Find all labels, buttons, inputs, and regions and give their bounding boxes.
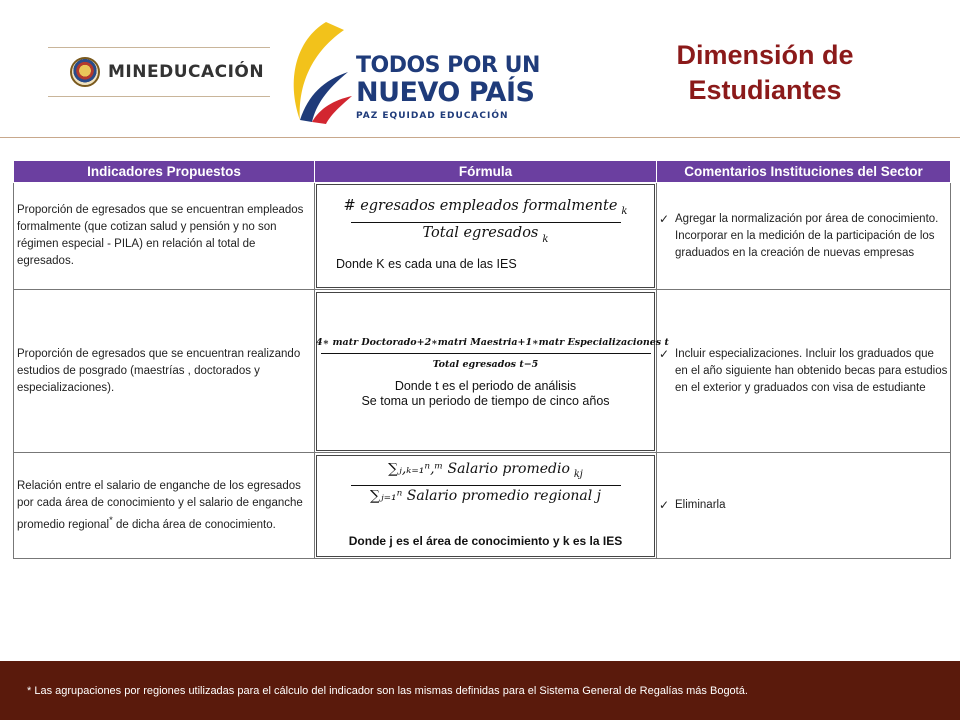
formula-note: Donde j es el área de conocimiento y k es la IES xyxy=(348,533,623,548)
comment-item xyxy=(659,346,948,397)
formula-cell xyxy=(315,183,657,290)
campaign-logo-line1: TODOS POR UN xyxy=(356,53,540,78)
comment-cell xyxy=(657,183,951,290)
formula-denominator: Total egresados $_k$ xyxy=(422,225,549,245)
formula-image xyxy=(316,184,655,288)
fraction-bar xyxy=(351,485,621,486)
comment-cell xyxy=(657,453,951,559)
footnote-mark: * xyxy=(109,514,113,526)
formula-cell xyxy=(315,290,669,453)
table-row xyxy=(14,290,951,453)
comment-cell xyxy=(657,290,951,453)
comment-item xyxy=(659,497,948,514)
indicators-table xyxy=(13,160,951,559)
indicator-cell: Proporción de egresados que se encuentran empleados formalmente (que cotizan salud y pensión y no son régimen especial - PILA) en relación al total de egresados. xyxy=(14,183,315,290)
comment-text: Agregar la normalización por área de conocimiento. Incorporar en la medición de la participación de los graduados en la creación de nuevas empresas xyxy=(675,212,939,259)
comment-text: Eliminarla xyxy=(675,499,726,511)
header-divider xyxy=(0,137,960,138)
slide-header xyxy=(0,0,960,138)
table-row xyxy=(14,453,951,559)
formula-denominator: ∑ⱼ₌₁ⁿ Salario promedio regional j xyxy=(369,487,602,504)
fraction-bar xyxy=(321,353,651,354)
checkmark-icon: ✓ xyxy=(659,211,670,226)
slide-title xyxy=(630,38,900,108)
formula-numerator: # egresados empleados formalmente $_k$ xyxy=(343,198,628,218)
colombia-seal-icon xyxy=(70,57,100,87)
indicator-cell: Proporción de egresados que se encuentran realizando estudios de posgrado (maestrías , doctorados y especializaciones). xyxy=(14,290,315,453)
formula-fraction xyxy=(316,198,655,248)
comment-text: Incluir especializaciones. Incluir los graduados que en el año siguiente han obtenido becas para estudios en el exterior y graduados con visa de estudiante xyxy=(675,347,948,394)
formula-denominator: Total egresados t−5 xyxy=(432,358,539,370)
mineducacion-logo xyxy=(48,47,270,97)
formula-cell xyxy=(315,453,657,559)
ministry-logo-text: MINEDUCACIÓN xyxy=(108,62,265,82)
formula-note-line1: Donde t es el periodo de análisis xyxy=(394,378,577,393)
checkmark-icon: ✓ xyxy=(659,346,670,361)
header-formula: Fórmula xyxy=(315,161,657,183)
footer-bar xyxy=(0,661,960,720)
campaign-logo-line3: PAZ EQUIDAD EDUCACIÓN xyxy=(356,111,509,121)
formula-image xyxy=(316,455,655,557)
comment-item xyxy=(659,211,948,262)
formula-numerator: 4∗ matr Doctorado+2∗matri Maestria+1∗matr Especializaciones t xyxy=(316,336,669,348)
header-comments: Comentarios Instituciones del Sector xyxy=(657,161,951,183)
formula-fraction xyxy=(316,461,655,505)
footer-note: * Las agrupaciones por regiones utilizadas para el cálculo del indicador son las mismas definidas para el Sistema General de Regalías más Bogotá. xyxy=(27,684,748,697)
checkmark-icon: ✓ xyxy=(659,498,670,512)
slide-title-line2: Estudiantes xyxy=(688,75,842,105)
header-indicators: Indicadores Propuestos xyxy=(14,161,315,183)
todos-por-un-nuevo-pais-logo xyxy=(286,20,540,125)
formula-note xyxy=(316,379,655,409)
formula-fraction xyxy=(316,334,669,373)
formula-note-line2: Se toma un periodo de tiempo de cinco años xyxy=(361,393,610,408)
slide-title-line1: Dimensión de xyxy=(676,40,854,70)
table-header-row xyxy=(14,161,951,183)
fraction-bar xyxy=(351,222,621,223)
indicator-cell: Relación entre el salario de enganche de los egresados por cada área de conocimiento y el salario de enganche promedio regional* de dicha área de conocimiento. xyxy=(14,453,315,559)
colombia-swoosh-icon xyxy=(286,20,356,125)
formula-image xyxy=(316,292,669,451)
table-row xyxy=(14,183,951,290)
formula-numerator: ∑ⱼ,ₖ₌₁ⁿ,ᵐ Salario promedio $_{kj}$ xyxy=(388,460,583,480)
formula-note: Donde K es cada una de las IES xyxy=(336,257,517,271)
campaign-logo-line2: NUEVO PAÍS xyxy=(356,77,535,108)
